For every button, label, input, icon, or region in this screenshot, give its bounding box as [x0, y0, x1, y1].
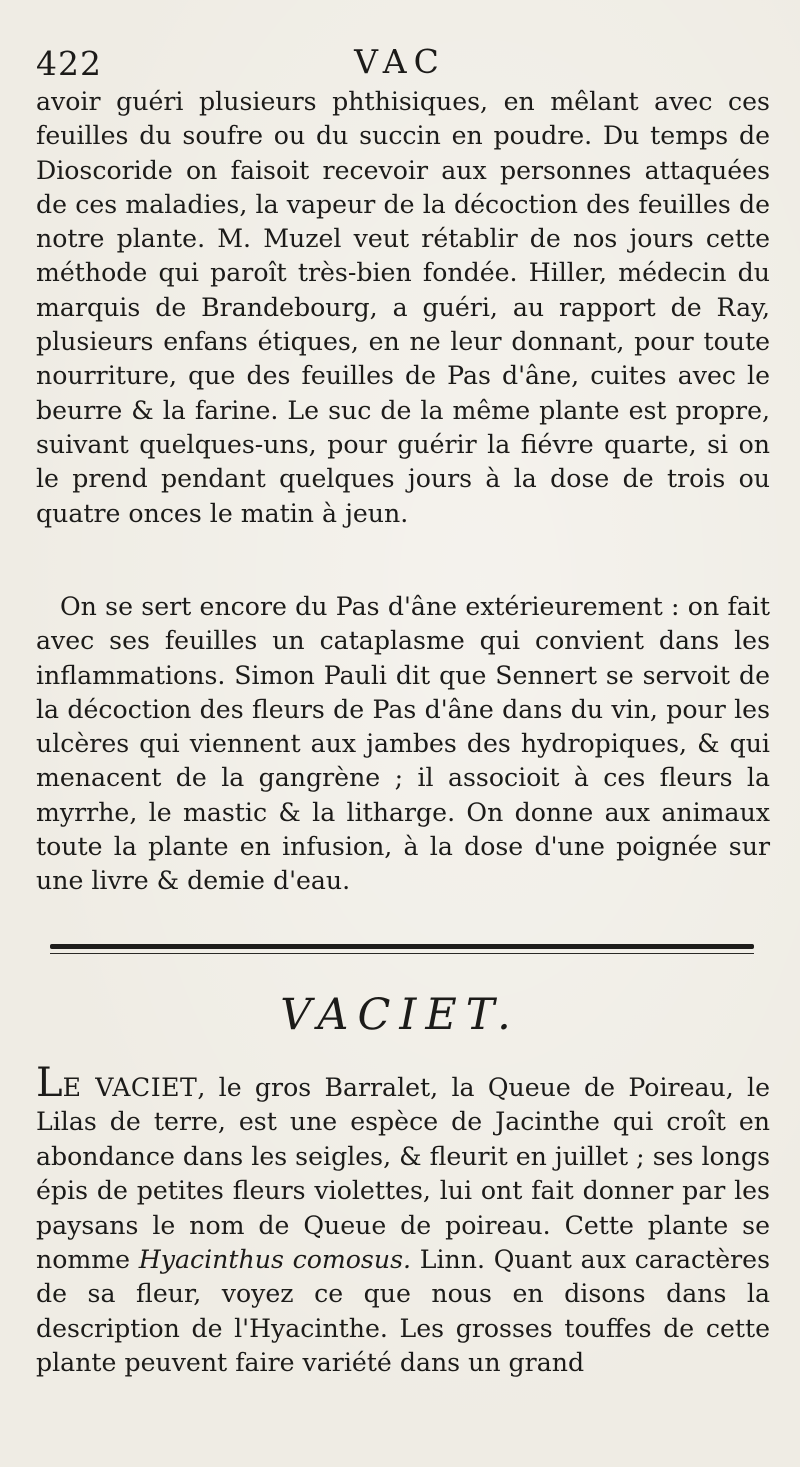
botanical-name: Hyacinthus comosus.	[138, 1245, 412, 1275]
paragraph-pas-d-ane	[36, 590, 770, 899]
paragraph-continued	[36, 85, 770, 531]
paragraph-vaciet	[36, 1060, 770, 1381]
paragraph-text: avoir guéri plusieurs phthisiques, en mêlant avec ces feuilles du soufre ou du succin en poudre. Du temps de Dioscoride on faisoit recevoir aux personnes attaquées de ces maladies, la vapeur de la décoction des feuilles de notre plante. M. Muzel veut rétablir de nos jours cette méthode qui paroît très-bien fondée. Hiller, médecin du marquis de Brandebourg, a guéri, au rapport de Ray, plusieurs enfans étiques, en ne leur donnant, pour toute nourriture, que des feuilles de Pas d'âne, cuites avec le beurre & la farine. Le suc de la même plante est propre, suivant quelques-uns, pour guérir la fiévre quarte, si on le prend pendant quelques jours à la dose de trois ou quatre onces le matin à jeun.	[36, 87, 770, 528]
paragraph-text	[36, 1060, 770, 1381]
section-title: VACIET.	[280, 990, 520, 1040]
page-number: 422	[36, 44, 102, 83]
small-caps-entry-name: E VACIET	[62, 1073, 198, 1102]
drop-cap-letter: L	[36, 1060, 63, 1106]
page-header	[36, 40, 764, 90]
paragraph-text: On se sert encore du Pas d'âne extérieurement : on fait avec ses feuilles un cataplasme qui convient dans les inflammations. Simon Pauli dit que Sennert se servoit de la décoction des fleurs de Pas d'âne dans du vin, pour les ulcères qui viennent aux jambes des hydropiques, & qui menacent de la gangrène ; il associoit à ces fleurs la myrrhe, le mastic & la litharge. On donne aux animaux toute la plante en infusion, à la dose d'une poignée sur une livre & demie d'eau.	[36, 592, 770, 896]
running-head: VAC	[354, 42, 446, 81]
section-divider-rule	[50, 944, 754, 949]
paragraph-text-part: Linn. Quant aux caractères de sa fleur, voyez ce que nous en disons dans la description de l'Hyacinthe. Les grosses touffes de cette plante peuvent faire variété dans un grand	[36, 1245, 770, 1378]
paragraph-text-part: , le gros Barralet, la Queue de Poireau, le Lilas de terre, est une espèce de Jacinthe qui croît en abondance dans les seigles, & fleurit en juillet ; ses longs épis de petites fleurs violettes, lui ont fait donner par les paysans le nom de Queue de poireau. Cette plante se nomme	[36, 1073, 770, 1275]
